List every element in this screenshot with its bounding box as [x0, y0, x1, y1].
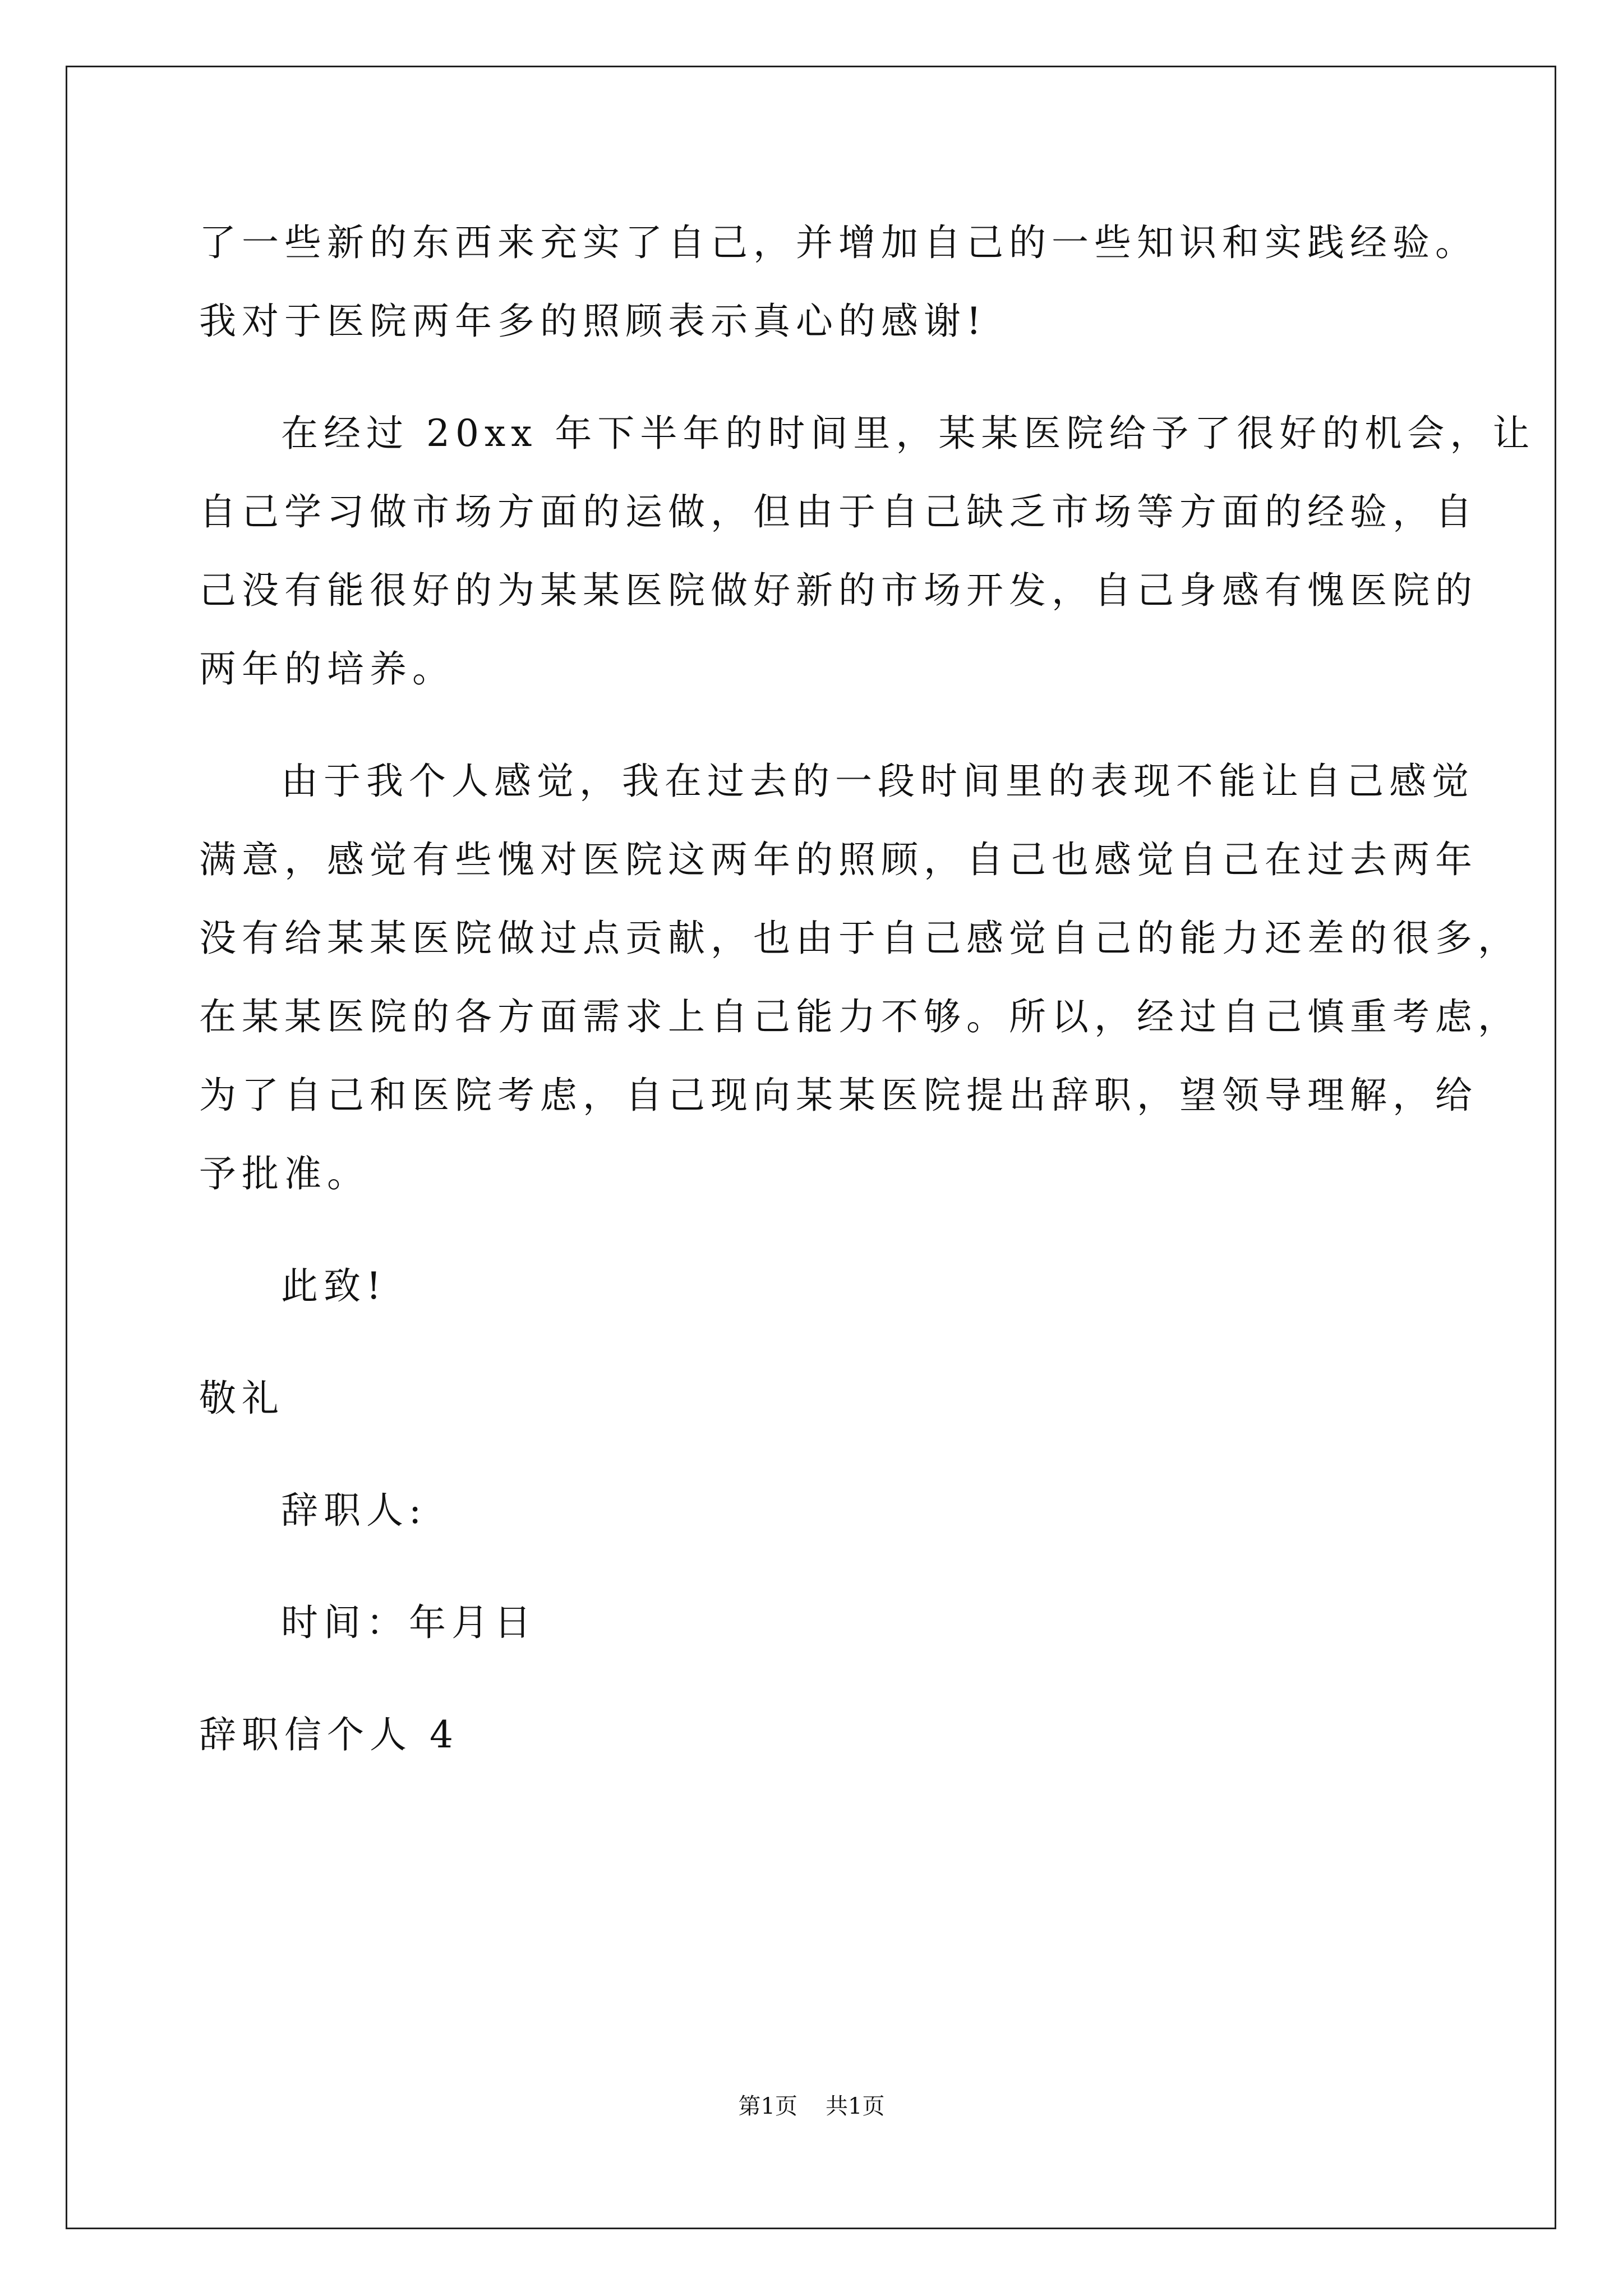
body-line: 满意，感觉有些愧对医院这两年的照顾，自己也感觉自己在过去两年 [199, 838, 1478, 881]
closing-regards: 敬礼 [199, 1377, 284, 1420]
body-line: 自己学习做市场方面的运做，但由于自己缺乏市场等方面的经验，自 [199, 490, 1478, 533]
closing-salutation: 此致! [281, 1264, 387, 1308]
body-line: 在某某医院的各方面需求上自己能力不够。所以，经过自己慎重考虑， [199, 995, 1520, 1038]
signature-label: 辞职人: [281, 1489, 427, 1532]
body-line: 己没有能很好的为某某医院做好新的市场开发，自己身感有愧医院的 [199, 569, 1478, 612]
paragraph-start: 由于我个人感觉，我在过去的一段时间里的表现不能让自己感觉 [281, 760, 1474, 803]
body-line: 了一些新的东西来充实了自己，并增加自己的一些知识和实践经验。 [199, 221, 1478, 264]
date-label: 时间：年月日 [281, 1601, 537, 1644]
body-line: 为了自己和医院考虑，自己现向某某医院提出辞职，望领导理解，给 [199, 1074, 1478, 1117]
page-number-current: 第1页 [738, 2093, 797, 2119]
body-line: 两年的培养。 [199, 647, 455, 691]
body-line: 我对于医院两年多的照顾表示真心的感谢! [199, 300, 987, 343]
next-section-title: 辞职信个人 4 [199, 1713, 459, 1756]
body-line: 予批准。 [199, 1152, 370, 1195]
page-footer [0, 2095, 1623, 2118]
body-line: 没有给某某医院做过点贡献，也由于自己感觉自己的能力还差的很多， [199, 917, 1520, 960]
page-number-total: 共1页 [826, 2093, 885, 2119]
page-border [66, 66, 1556, 2229]
paragraph-start: 在经过 20xx 年下半年的时间里，某某医院给予了很好的机会，让 [281, 412, 1536, 455]
